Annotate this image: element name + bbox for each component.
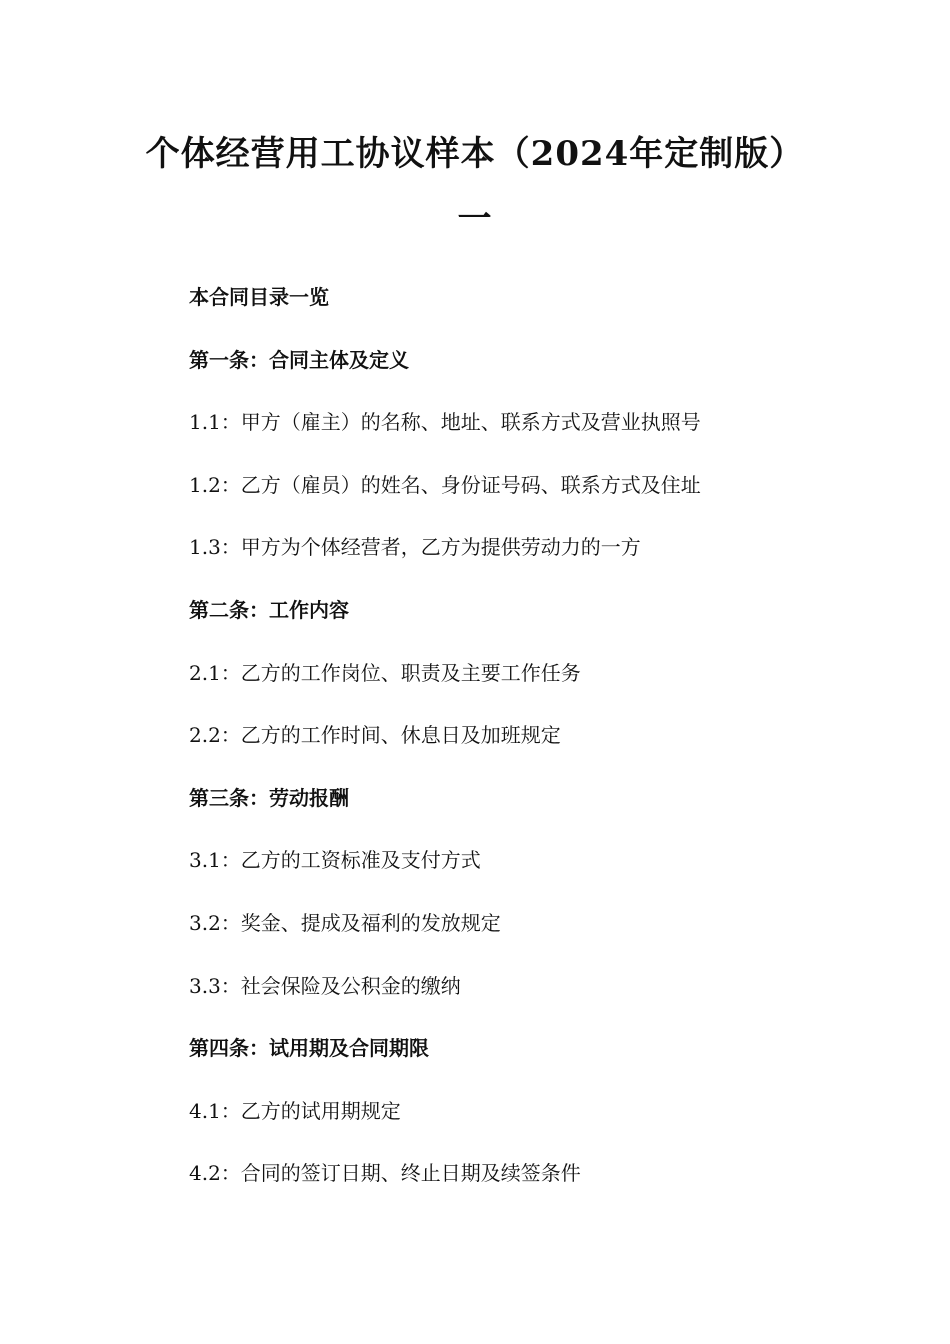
toc-heading: 本合同目录一览 [189, 285, 329, 309]
document-title-continuation: 一 [457, 199, 493, 239]
toc-section-heading: 第四条：试用期及合同期限 [189, 1036, 429, 1061]
toc-item: 3.2：奖金、提成及福利的发放规定 [189, 910, 501, 935]
toc-item: 3.3：社会保险及公积金的缴纳 [189, 973, 461, 998]
toc-section-heading: 第三条：劳动报酬 [189, 785, 349, 810]
toc-item: 4.1：乙方的试用期规定 [189, 1098, 401, 1123]
toc-item: 3.1：乙方的工资标准及支付方式 [189, 848, 481, 873]
toc-section-heading: 第一条：合同主体及定义 [189, 347, 409, 372]
toc-item: 1.3：甲方为个体经营者，乙方为提供劳动力的一方 [189, 535, 641, 560]
toc-item: 4.2：合同的签订日期、终止日期及续签条件 [189, 1161, 581, 1186]
document-title: 个体经营用工协议样本（2024年定制版） [145, 134, 805, 174]
toc-item: 2.1：乙方的工作岗位、职责及主要工作任务 [189, 660, 581, 685]
toc-item: 2.2：乙方的工作时间、休息日及加班规定 [189, 723, 561, 748]
table-of-contents [189, 280, 869, 1219]
toc-section-heading: 第二条：工作内容 [189, 597, 349, 622]
toc-item: 1.2：乙方（雇员）的姓名、身份证号码、联系方式及住址 [189, 472, 701, 497]
toc-item: 1.1：甲方（雇主）的名称、地址、联系方式及营业执照号 [189, 410, 701, 435]
